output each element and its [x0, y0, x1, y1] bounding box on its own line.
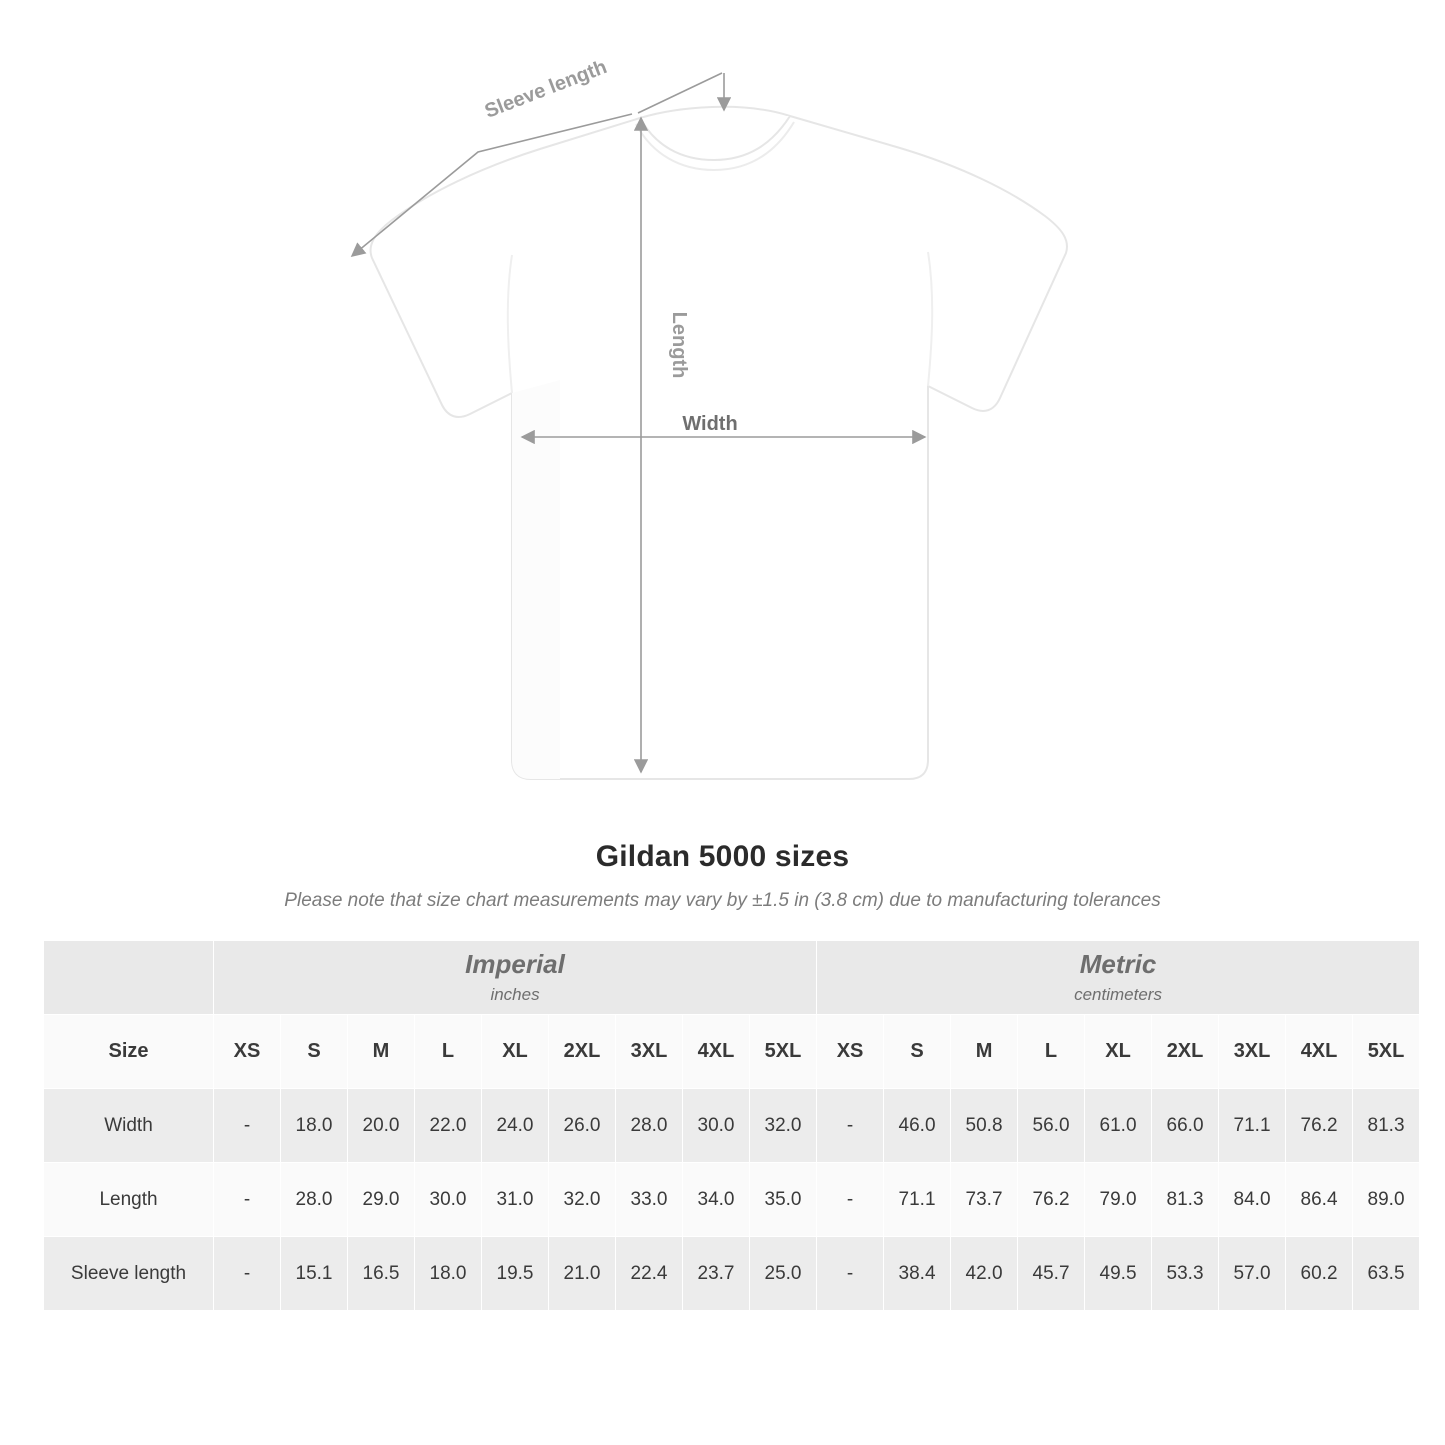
cell-length-metric-l: 76.2 [1018, 1163, 1085, 1237]
sleeve-length-label: Sleeve length [481, 56, 610, 123]
size-label-cell: Size [44, 1015, 214, 1089]
size-header-imperial-xs: XS [214, 1015, 281, 1089]
row-length [44, 1163, 1420, 1237]
length-label: Length [668, 311, 690, 379]
size-header-imperial-s: S [281, 1015, 348, 1089]
cell-sleeve-metric-2xl: 53.3 [1152, 1237, 1219, 1311]
size-header-metric-2xl: 2XL [1152, 1015, 1219, 1089]
row-sleeve-length [44, 1237, 1420, 1311]
metric-subtitle: centimeters [1074, 985, 1162, 1005]
tshirt-shape [371, 107, 1067, 779]
cell-length-imperial-xl: 31.0 [482, 1163, 549, 1237]
cell-sleeve-metric-xs: - [817, 1237, 884, 1311]
cell-sleeve-imperial-4xl: 23.7 [683, 1237, 750, 1311]
unit-corner-cell [44, 941, 214, 1015]
size-header-metric-3xl: 3XL [1219, 1015, 1286, 1089]
row-label-sleeve-length: Sleeve length [44, 1237, 214, 1311]
title-block [0, 840, 1445, 912]
cell-length-imperial-3xl: 33.0 [616, 1163, 683, 1237]
cell-sleeve-imperial-5xl: 25.0 [750, 1237, 817, 1311]
cell-width-metric-5xl: 81.3 [1353, 1089, 1420, 1163]
cell-width-imperial-3xl: 28.0 [616, 1089, 683, 1163]
cell-length-metric-5xl: 89.0 [1353, 1163, 1420, 1237]
cell-length-imperial-xs: - [214, 1163, 281, 1237]
row-label-width: Width [44, 1089, 214, 1163]
cell-length-metric-m: 73.7 [951, 1163, 1018, 1237]
cell-length-metric-xs: - [817, 1163, 884, 1237]
cell-width-imperial-m: 20.0 [348, 1089, 415, 1163]
cell-length-imperial-4xl: 34.0 [683, 1163, 750, 1237]
cell-sleeve-metric-m: 42.0 [951, 1237, 1018, 1311]
cell-sleeve-metric-xl: 49.5 [1085, 1237, 1152, 1311]
cell-sleeve-imperial-l: 18.0 [415, 1237, 482, 1311]
metric-unit-cell [817, 941, 1420, 1015]
cell-sleeve-imperial-s: 15.1 [281, 1237, 348, 1311]
cell-sleeve-metric-l: 45.7 [1018, 1237, 1085, 1311]
cell-length-metric-4xl: 86.4 [1286, 1163, 1353, 1237]
cell-sleeve-metric-5xl: 63.5 [1353, 1237, 1420, 1311]
size-header-metric-xl: XL [1085, 1015, 1152, 1089]
size-table-wrapper [43, 940, 1405, 1311]
tolerance-note: Please note that size chart measurements may vary by ±1.5 in (3.8 cm) due to manufacturing tolerances [284, 890, 1161, 911]
cell-width-imperial-5xl: 32.0 [750, 1089, 817, 1163]
cell-length-metric-2xl: 81.3 [1152, 1163, 1219, 1237]
cell-width-imperial-s: 18.0 [281, 1089, 348, 1163]
cell-width-imperial-xs: - [214, 1089, 281, 1163]
cell-sleeve-imperial-xs: - [214, 1237, 281, 1311]
cell-sleeve-metric-3xl: 57.0 [1219, 1237, 1286, 1311]
size-header-imperial-l: L [415, 1015, 482, 1089]
cell-sleeve-imperial-3xl: 22.4 [616, 1237, 683, 1311]
size-header-imperial-5xl: 5XL [750, 1015, 817, 1089]
cell-length-metric-s: 71.1 [884, 1163, 951, 1237]
size-header-imperial-xl: XL [482, 1015, 549, 1089]
cell-width-metric-m: 50.8 [951, 1089, 1018, 1163]
cell-length-imperial-s: 28.0 [281, 1163, 348, 1237]
cell-length-imperial-l: 30.0 [415, 1163, 482, 1237]
imperial-unit-cell [214, 941, 817, 1015]
cell-sleeve-imperial-m: 16.5 [348, 1237, 415, 1311]
cell-sleeve-metric-s: 38.4 [884, 1237, 951, 1311]
imperial-subtitle: inches [490, 985, 540, 1005]
size-header-metric-5xl: 5XL [1353, 1015, 1420, 1089]
cell-width-imperial-l: 22.0 [415, 1089, 482, 1163]
cell-width-metric-3xl: 71.1 [1219, 1089, 1286, 1163]
cell-sleeve-metric-4xl: 60.2 [1286, 1237, 1353, 1311]
imperial-title: Imperial [465, 948, 565, 979]
size-header-metric-4xl: 4XL [1286, 1015, 1353, 1089]
cell-width-metric-s: 46.0 [884, 1089, 951, 1163]
row-label-length: Length [44, 1163, 214, 1237]
size-table [43, 940, 1420, 1311]
size-header-metric-xs: XS [817, 1015, 884, 1089]
size-header-imperial-2xl: 2XL [549, 1015, 616, 1089]
size-header-imperial-m: M [348, 1015, 415, 1089]
cell-length-imperial-m: 29.0 [348, 1163, 415, 1237]
cell-width-imperial-xl: 24.0 [482, 1089, 549, 1163]
size-header-imperial-4xl: 4XL [683, 1015, 750, 1089]
cell-width-metric-l: 56.0 [1018, 1089, 1085, 1163]
size-header-imperial-3xl: 3XL [616, 1015, 683, 1089]
cell-sleeve-imperial-2xl: 21.0 [549, 1237, 616, 1311]
cell-length-metric-xl: 79.0 [1085, 1163, 1152, 1237]
size-header-metric-s: S [884, 1015, 951, 1089]
row-width [44, 1089, 1420, 1163]
cell-length-imperial-5xl: 35.0 [750, 1163, 817, 1237]
unit-header-row [44, 941, 1420, 1015]
page-title: Gildan 5000 sizes [595, 840, 850, 873]
cell-width-metric-2xl: 66.0 [1152, 1089, 1219, 1163]
cell-width-imperial-4xl: 30.0 [683, 1089, 750, 1163]
cell-length-imperial-2xl: 32.0 [549, 1163, 616, 1237]
cell-width-metric-xl: 61.0 [1085, 1089, 1152, 1163]
size-header-row [44, 1015, 1420, 1089]
cell-width-metric-4xl: 76.2 [1286, 1089, 1353, 1163]
cell-width-imperial-2xl: 26.0 [549, 1089, 616, 1163]
cell-width-metric-xs: - [817, 1089, 884, 1163]
metric-title: Metric [1079, 948, 1157, 979]
size-header-metric-m: M [951, 1015, 1018, 1089]
cell-length-metric-3xl: 84.0 [1219, 1163, 1286, 1237]
cell-sleeve-imperial-xl: 19.5 [482, 1237, 549, 1311]
size-header-metric-l: L [1018, 1015, 1085, 1089]
width-label: Width [682, 413, 738, 435]
